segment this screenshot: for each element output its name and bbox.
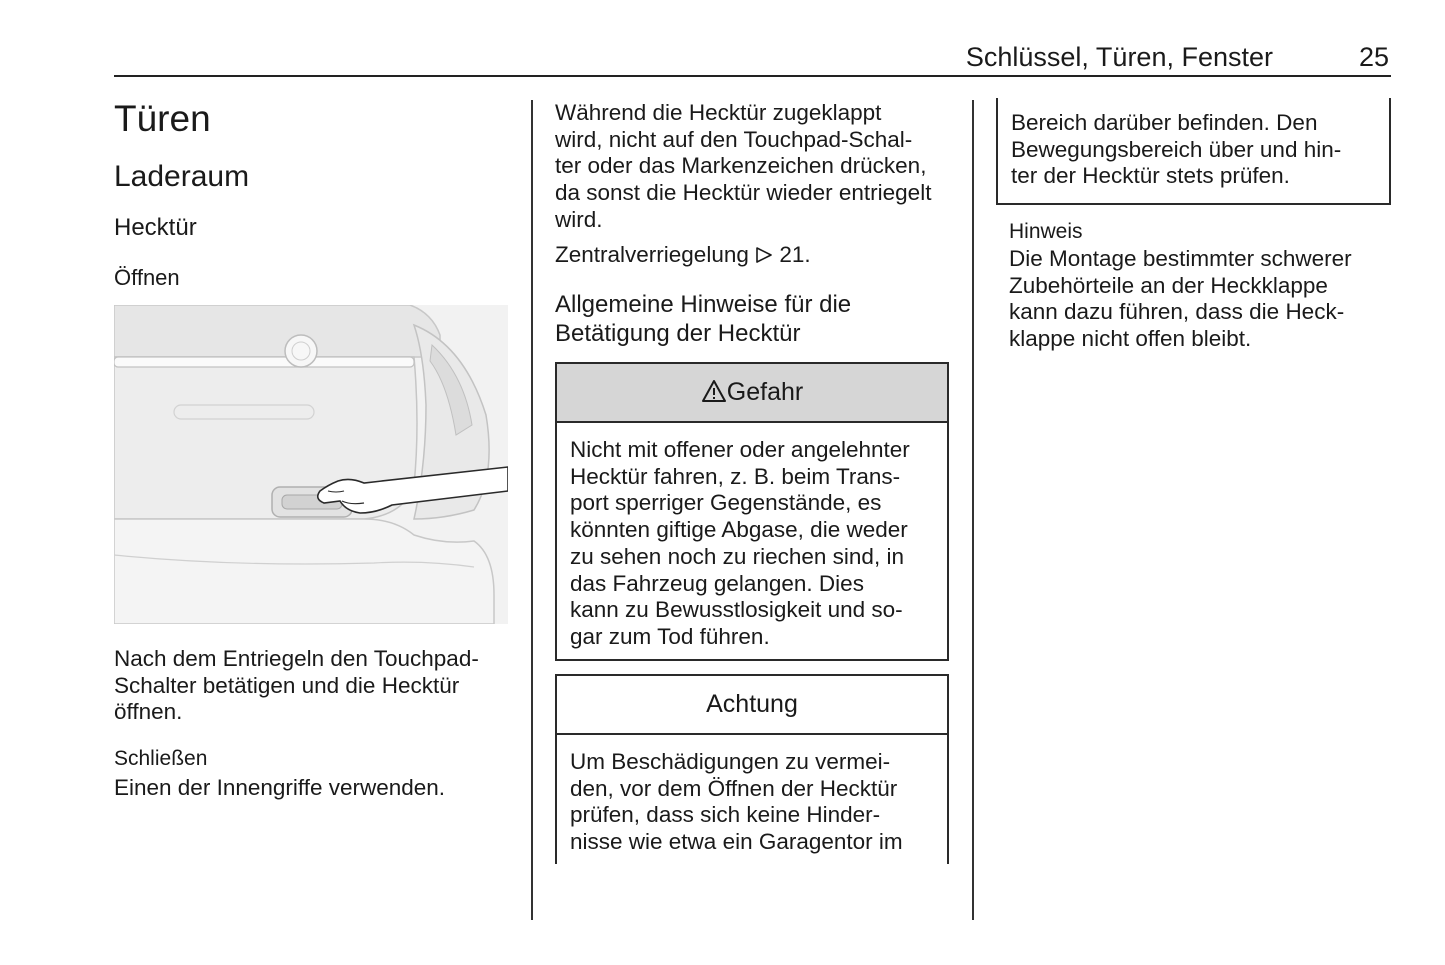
caution-box-continued <box>996 98 1391 205</box>
header-divider <box>114 75 1391 77</box>
running-header-title: Schlüssel, Türen, Fenster <box>965 42 1273 72</box>
heading-hecktuer: Hecktür <box>114 214 197 241</box>
danger-line: kann zu Bewusstlosigkeit und so- <box>570 597 903 623</box>
heading-hinweis: Hinweis <box>1009 220 1083 243</box>
danger-line: gar zum Tod führen. <box>570 623 770 649</box>
page-reference-arrow-icon <box>755 246 773 264</box>
heading-laderaum: Laderaum <box>114 160 250 193</box>
caution-box <box>555 674 949 864</box>
danger-box <box>555 362 949 661</box>
crossref-page: 21. <box>779 242 811 267</box>
intro-line: wird. <box>555 206 603 232</box>
heading-allgemeine-hinweise <box>555 290 851 348</box>
note-text <box>1009 246 1389 353</box>
open-text-line: Schalter betätigen und die Hecktür <box>114 672 460 698</box>
heading-oeffnen: Öffnen <box>114 265 180 290</box>
hand-pressing-tailgate-switch-illustration <box>114 305 508 624</box>
page-number: 25 <box>1358 42 1389 72</box>
note-line: klappe nicht offen bleibt. <box>1009 326 1252 352</box>
danger-line: das Fahrzeug gelangen. Dies <box>570 570 864 596</box>
open-text-line: Nach dem Entriegeln den Touchpad- <box>114 646 479 671</box>
caution-line: prüfen, dass sich keine Hinder- <box>570 802 881 828</box>
open-instructions <box>114 646 519 726</box>
danger-line: Hecktür fahren, z. B. beim Trans- <box>570 463 901 489</box>
column-divider-right <box>972 100 974 920</box>
intro-line: da sonst die Hecktür wieder entriegelt <box>555 180 932 206</box>
intro-line: wird, nicht auf den Touchpad-Schal- <box>555 126 913 152</box>
warning-triangle-icon <box>701 379 727 403</box>
column-divider-left <box>531 100 533 920</box>
note-line: Zubehörteile an der Heckklappe <box>1009 272 1328 298</box>
danger-body <box>557 423 947 663</box>
heading-tueren: Türen <box>114 98 211 139</box>
note-line: Die Montage bestimmter schwerer <box>1009 246 1352 271</box>
heading-line: Betätigung der Hecktür <box>555 320 801 347</box>
intro-line: ter oder das Markenzeichen drücken, <box>555 153 927 179</box>
danger-title: Gefahr <box>726 378 804 406</box>
caution-continued-body <box>998 98 1389 202</box>
danger-line: könnten giftige Abgase, die weder <box>570 517 908 543</box>
crossref-text: Zentralverriegelung <box>555 242 749 267</box>
crossref-zentralverriegelung[interactable] <box>555 242 811 269</box>
note-line: kann dazu führen, dass die Heck- <box>1009 299 1345 325</box>
caution-header: Achtung <box>557 676 947 735</box>
danger-line: port sperriger Gegenstände, es <box>570 490 882 516</box>
open-text-line: öffnen. <box>114 699 183 725</box>
caution-line: Um Beschädigungen zu vermei- <box>570 749 891 774</box>
heading-schliessen: Schließen <box>114 747 208 770</box>
tailgate-illustration <box>114 305 508 624</box>
caution-cont-line: Bereich darüber befinden. Den <box>1011 110 1318 135</box>
caution-line: den, vor dem Öffnen der Hecktür <box>570 775 898 801</box>
intro-line: Während die Hecktür zugeklappt <box>555 100 882 125</box>
heading-line: Allgemeine Hinweise für die <box>555 291 852 318</box>
caution-cont-line: Bewegungsbereich über und hin- <box>1011 136 1342 162</box>
danger-header <box>557 364 947 423</box>
caution-cont-line: ter der Hecktür stets prüfen. <box>1011 163 1290 189</box>
caution-body <box>557 735 947 868</box>
danger-line: Nicht mit offener oder angelehnter <box>570 437 910 462</box>
caution-line: nisse wie etwa ein Garagentor im <box>570 829 903 855</box>
closing-warning-text <box>555 100 955 234</box>
danger-line: zu sehen noch zu riechen sind, in <box>570 543 904 569</box>
close-instructions: Einen der Innengriffe verwenden. <box>114 775 446 800</box>
